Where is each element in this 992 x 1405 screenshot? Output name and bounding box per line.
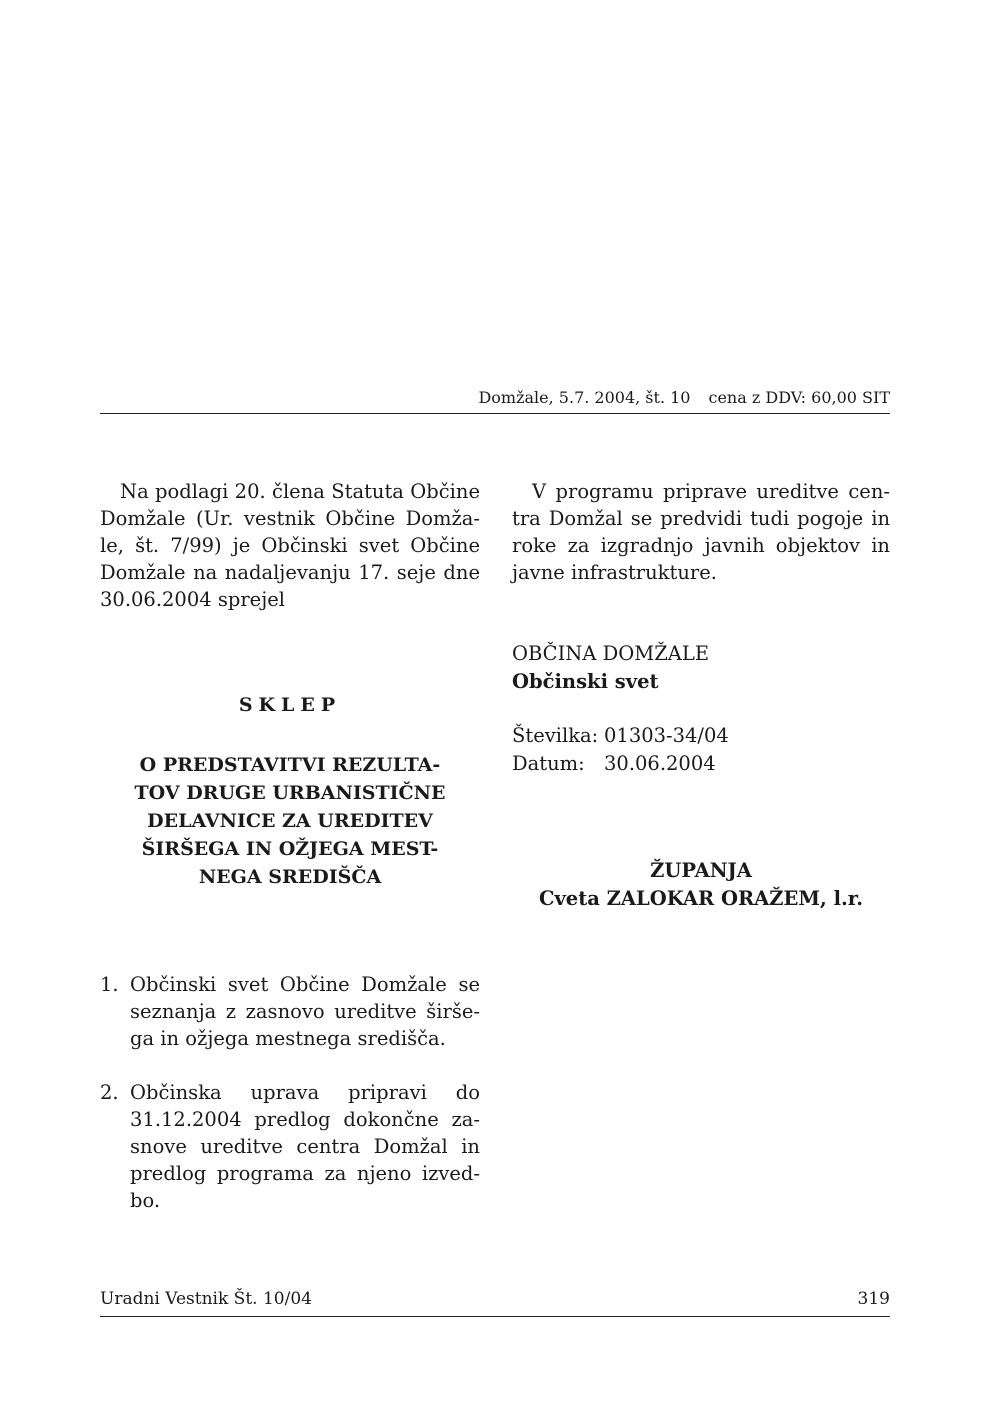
signatory-title: ŽUPANJA — [650, 859, 752, 882]
program-line: javne infrastrukture. — [512, 561, 717, 584]
program-line: V programu priprave ureditve cen- — [532, 480, 890, 503]
date-value: 30.06.2004 — [604, 752, 716, 775]
intro-paragraph — [100, 478, 480, 613]
intro-line: 30.06.2004 sprejel — [100, 588, 286, 611]
issue-info: Domžale, 5.7. 2004, št. 10 — [478, 388, 691, 407]
running-header — [478, 388, 890, 407]
footer-rule — [100, 1316, 890, 1317]
header-rule — [100, 413, 890, 414]
intro-line: le, št. 7/99) je Občinski svet Občine — [100, 534, 480, 557]
decision-title — [100, 751, 480, 891]
intro-line: Domžale (Ur. vestnik Občine Domža- — [100, 507, 480, 530]
item-line: Občinska uprava pripravi do — [130, 1081, 480, 1104]
authority-name: OBČINA DOMŽALE — [512, 642, 710, 665]
list-item — [100, 971, 480, 1052]
footer-publication: Uradni Vestnik Št. 10/04 — [100, 1289, 312, 1309]
title-line: TOV DRUGE URBANISTIČNE — [134, 782, 446, 804]
item-line: snove ureditve centra Domžal in — [130, 1135, 480, 1158]
title-line: ŠIRŠEGA IN OŽJEGA MEST- — [141, 838, 439, 860]
reference-number-row — [512, 722, 729, 750]
authority-block — [512, 640, 709, 696]
program-paragraph — [512, 478, 890, 586]
item-line: predlog programa za njeno izved- — [130, 1162, 480, 1185]
price-info: cena z DDV: 60,00 SIT — [708, 388, 890, 407]
date-label: Datum: — [512, 752, 585, 775]
list-item — [100, 1079, 480, 1214]
program-line: tra Domžal se predvidi tudi pogoje in — [512, 507, 890, 530]
signatory-name: Cveta ZALOKAR ORAŽEM, l.r. — [538, 887, 864, 910]
decision-heading: SKLEP — [238, 694, 342, 716]
reference-date-row — [512, 750, 729, 778]
intro-line: Domžale na nadaljevanju 17. seje dne — [100, 561, 480, 584]
item-line: seznanja z zasnovo ureditve širše- — [130, 1000, 480, 1023]
title-line: O PREDSTAVITVI REZULTA- — [139, 754, 441, 776]
program-line: roke za izgradnjo javnih objektov in — [512, 534, 890, 557]
number-label: Številka: — [512, 724, 599, 747]
item-number: 2. — [100, 1081, 119, 1104]
item-line: 31.12.2004 predlog dokončne za- — [130, 1108, 480, 1131]
item-line: bo. — [130, 1189, 161, 1212]
reference-block — [512, 722, 729, 778]
number-value: 01303-34/04 — [604, 724, 729, 747]
authority-body: Občinski svet — [512, 670, 659, 693]
signature-block — [512, 857, 890, 913]
item-line: Občinski svet Občine Domžale se — [130, 973, 480, 996]
title-line: NEGA SREDIŠČA — [198, 866, 382, 888]
page-number: 319 — [857, 1289, 890, 1309]
item-line: ga in ožjega mestnega središča. — [130, 1027, 446, 1050]
item-number: 1. — [100, 973, 119, 996]
intro-line: Na podlagi 20. člena Statuta Občine — [120, 480, 480, 503]
title-line: DELAVNICE ZA UREDITEV — [147, 810, 433, 832]
